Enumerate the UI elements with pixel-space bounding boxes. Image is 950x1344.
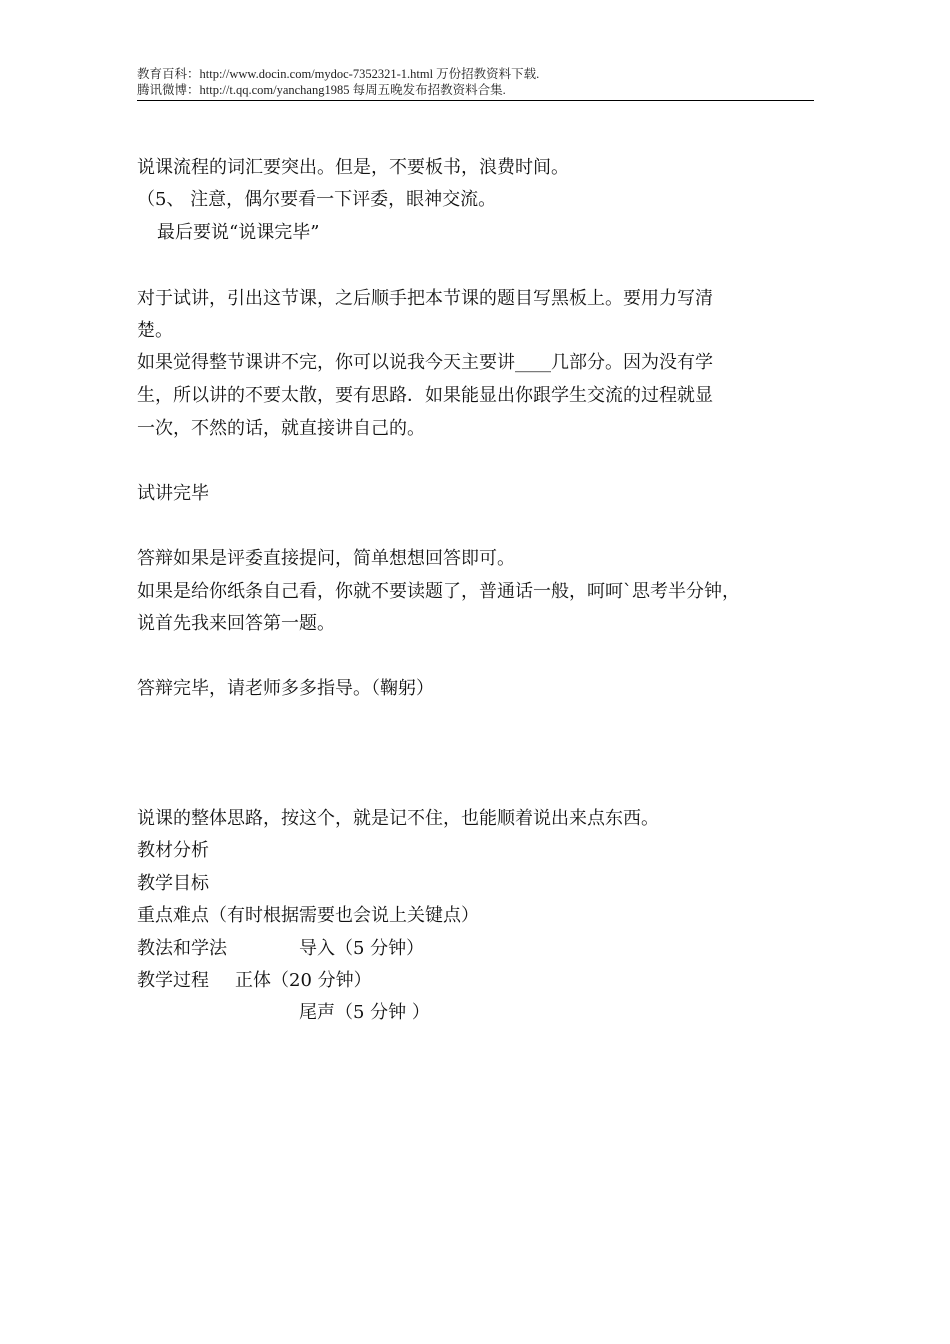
outline-item-goals: 教学目标 — [137, 873, 209, 894]
outline-item-materials: 教材分析 — [137, 840, 209, 861]
page-header — [137, 66, 814, 98]
header-divider — [137, 100, 814, 101]
paragraph-time-limit-1: 如果觉得整节课讲不完，你可以说我今天主要讲____几部分。因为没有学 — [137, 352, 713, 373]
paragraph-eye-contact: （5、 注意，偶尔要看一下评委，眼神交流。 — [137, 189, 497, 210]
paragraph-trial-lecture-2: 楚。 — [137, 320, 173, 341]
outline-item-process: 教学过程 — [137, 970, 209, 991]
paragraph-trial-end: 试讲完毕 — [137, 483, 209, 504]
header-line-2: 腾讯微博：http://t.qq.com/yanchang1985 每周五晚发布招教资料合集. — [137, 83, 506, 97]
header-line-1: 教育百科：http://www.docin.com/mydoc-7352321-1.html 万份招教资料下载. — [137, 67, 540, 81]
paragraph-defense-3: 说首先我来回答第一题。 — [137, 613, 335, 634]
paragraph-vocabulary: 说课流程的词汇要突出。但是，不要板书，浪费时间。 — [137, 157, 569, 178]
paragraph-defense-1: 答辩如果是评委直接提问，简单想想回答即可。 — [137, 548, 515, 569]
outline-item-methods: 教法和学法 — [137, 938, 227, 959]
paragraph-trial-lecture-1: 对于试讲，引出这节课，之后顺手把本节课的题目写黑板上。要用力写清 — [137, 288, 713, 309]
paragraph-overall-idea: 说课的整体思路，按这个，就是记不住，也能顺着说出来点东西。 — [137, 808, 659, 829]
outline-sub-ending: 尾声（5 分钟 ） — [299, 1002, 430, 1023]
paragraph-defense-2: 如果是给你纸条自己看，你就不要读题了，普通话一般，呵呵`思考半分钟， — [137, 581, 740, 602]
outline-sub-intro: 导入（5 分钟） — [299, 938, 425, 959]
outline-item-key-points: 重点难点（有时根据需要也会说上关键点） — [137, 905, 479, 926]
outline-sub-main: 正体（20 分钟） — [235, 970, 372, 991]
paragraph-defense-end: 答辩完毕，请老师多多指导。（鞠躬） — [137, 678, 434, 699]
paragraph-time-limit-2: 生，所以讲的不要太散，要有思路．如果能显出你跟学生交流的过程就显 — [137, 385, 713, 406]
paragraph-time-limit-3: 一次，不然的话，就直接讲自己的。 — [137, 418, 425, 439]
paragraph-closing-remark: 最后要说“说课完毕” — [157, 222, 320, 243]
